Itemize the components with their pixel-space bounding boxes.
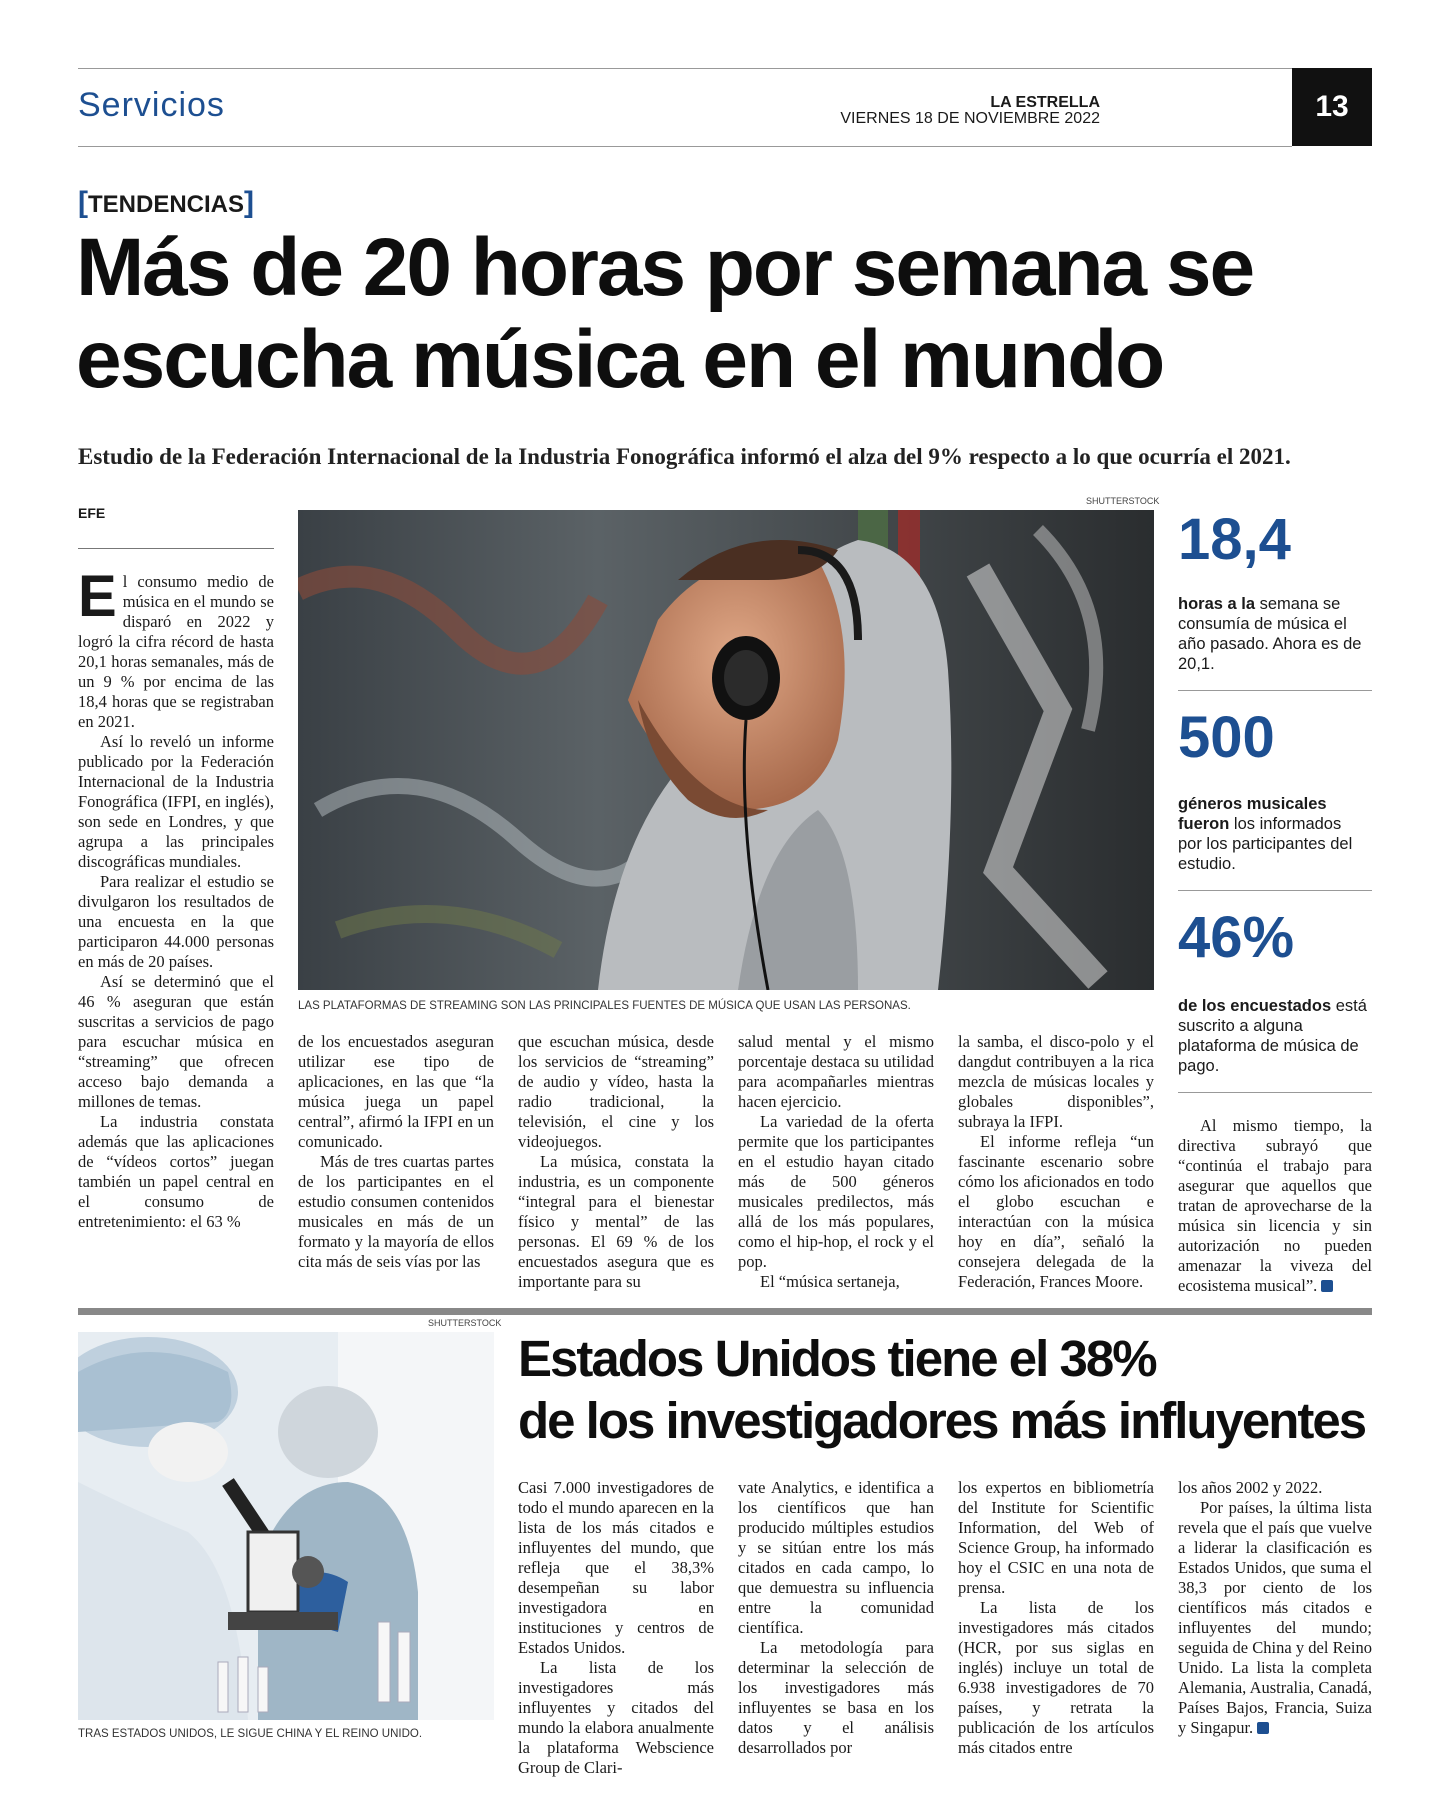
paragraph: El “música sertaneja, (760, 1272, 900, 1291)
article2-column-2 (738, 1478, 934, 1758)
paragraph: Así lo reveló un informe publicado por la Federación Internacional de la Industria Fonográfica (IFPI, en inglés), son sede en Londres, y que agrupa a las principales discográficas mundiales. (78, 732, 274, 871)
byline-rule (78, 548, 274, 549)
header-bottom-rule (78, 146, 1292, 147)
paragraph-text: Por países, la última lista revela que el país que vuelve a liderar la clasificación es Estados Unidos, que suma el 38,3 por ciento de los científicos más citados e influyentes del mundo; seguida de China y del Reino Unido. La lista la completa Alemania, Australia, Canadá, Países Bajos, Francia, Suiza y Singapur. (1178, 1498, 1372, 1737)
stat-body: los informados por los participantes del estudio. (1178, 815, 1353, 873)
paragraph (1178, 1498, 1372, 1738)
paragraph: El informe refleja “un fascinante escenario sobre cómo los aficionados en todo el globo escuchan e interactúan con la música hoy en día”, señaló la consejera delegada de la Federación, Frances Moore. (958, 1132, 1154, 1291)
paragraph: los años 2002 y 2022. (1178, 1478, 1323, 1497)
kicker-label: TENDENCIAS (88, 191, 245, 218)
paragraph: La lista de los investigadores más influyentes y citados del mundo la elabora anualmente la plataforma Webscience Group de Clari- (518, 1658, 714, 1777)
section-name: Servicios (78, 86, 225, 124)
photo-illustration-2 (78, 1332, 494, 1720)
article2-column-1 (518, 1478, 714, 1778)
paragraph: Para realizar el estudio se divulgaron los resultados de una encuesta en la que participaron 44.000 personas en más de 20 países. (78, 872, 274, 971)
stat-body: está suscrito a alguna plataforma de música de pago. (1178, 997, 1367, 1075)
paragraph: La lista de los investigadores más citados (HCR, por sus siglas en inglés) incluye un total de 6.938 investigadores de 70 países, y retrata la publicación de los artículos más citados entre (958, 1598, 1154, 1757)
paragraph: Más de tres cuartas partes de los participantes en el estudio consumen contenidos musicales en más de un formato y la mayoría de ellos cita más de seis vías por las (298, 1152, 494, 1271)
photo-illustration (298, 510, 1154, 990)
paragraph: que escuchan música, desde los servicios de “streaming” de audio y vídeo, hasta la radio tradicional, la televisión, el cine y los videojuegos. (518, 1032, 714, 1151)
kicker: [TENDENCIAS] (78, 186, 255, 219)
stat-divider (1178, 1092, 1372, 1093)
paragraph: Casi 7.000 investigadores de todo el mundo aparecen en la lista de los más citados e influyentes del mundo, que refleja que el 38,3% desempeñan su labor investigadora en instituciones y centros de Estados Unidos. (518, 1478, 714, 1657)
paragraph: salud mental y el mismo porcentaje destaca su utilidad para acompañarles mientras hacen ejercicio. (738, 1032, 934, 1111)
article-divider (78, 1308, 1372, 1315)
paragraph: La música, constata la industria, es un componente “integral para el bienestar físico y mental” de las personas. El 69 % de los encuestados asegura que es importante para su (518, 1152, 714, 1291)
stat-divider (1178, 890, 1372, 891)
main-headline (76, 222, 1376, 406)
stat-bold: géneros musicales fueron (1178, 795, 1327, 833)
issue-date: VIERNES 18 DE NOVIEMBRE 2022 (840, 110, 1100, 127)
byline: EFE (78, 505, 106, 521)
headline-line-1: Más de 20 horas por semana se (76, 222, 1254, 313)
headline2-line-2: de los investigadores más influyentes (518, 1392, 1366, 1449)
article2-column-4 (1178, 1478, 1372, 1738)
lab-researchers-photo (78, 1332, 494, 1720)
paragraph: la samba, el disco-polo y el dangdut contribuyen a la rica mezcla de músicas locales y globales disponibles”, subraya la IFPI. (958, 1032, 1154, 1131)
photo-caption-2: TRAS ESTADOS UNIDOS, LE SIGUE CHINA Y EL REINO UNIDO. (78, 1728, 423, 1740)
stat-text-3 (1178, 996, 1368, 1076)
photo-caption: LAS PLATAFORMAS DE STREAMING SON LAS PRINCIPALES FUENTES DE MÚSICA QUE USAN LAS PERSONAS. (298, 1000, 911, 1012)
paragraph: de los encuestados aseguran utilizar ese tipo de aplicaciones, en las que “la música juega un papel central”, afirmó la IFPI en un comunicado. (298, 1032, 494, 1151)
stat-text-2 (1178, 794, 1368, 874)
headline-line-2: escucha música en el mundo (76, 314, 1164, 405)
paragraph: Así se determinó que el 46 % aseguran que están suscritas a servicios de pago para escuchar música en “streaming” que ofrecen acceso bajo demanda a millones de temas. (78, 972, 274, 1111)
headline2-line-1: Estados Unidos tiene el 38% (518, 1330, 1156, 1387)
newspaper-name: LA ESTRELLA (990, 94, 1100, 111)
stat-bold: horas a la (1178, 595, 1256, 613)
stat-text-1 (1178, 594, 1368, 674)
stat-number-2: 500 (1178, 705, 1275, 770)
stat-body: semana se consumía de música el año pasado. Ahora es de 20,1. (1178, 595, 1362, 673)
end-mark-icon (1257, 1722, 1269, 1734)
secondary-headline (518, 1328, 1378, 1452)
drop-cap: E (78, 564, 117, 629)
stat-divider (1178, 690, 1372, 691)
page-number: 13 (1292, 68, 1372, 146)
end-mark-icon (1321, 1280, 1333, 1292)
headphones-listener-photo (298, 510, 1154, 990)
stat-number-3: 46% (1178, 905, 1295, 970)
article1-column-2 (298, 1032, 494, 1272)
photo-credit: SHUTTERSTOCK (1086, 496, 1160, 506)
paragraph-text: Al mismo tiempo, la directiva subrayó que “continúa el trabajo para asegurar que aquellos que tratan de aprovecharse de la música sin licencia y sin autorización no pueden amenazar la viveza del ecosistema musical”. (1178, 1116, 1372, 1295)
article1-column-5 (958, 1032, 1154, 1292)
article1-column-4 (738, 1032, 934, 1292)
top-rule (78, 68, 1292, 69)
paragraph: vate Analytics, e identifica a los científicos que han producido múltiples estudios y se sitúan entre los más citados en cada campo, lo que demuestra su influencia entre la comunidad científica. (738, 1478, 934, 1637)
article2-column-3 (958, 1478, 1154, 1758)
article1-column-6 (1178, 1116, 1372, 1296)
paragraph: l consumo medio de música en el mundo se disparó en 2022 y logró la cifra récord de hasta 20,1 horas semanales, más de un 9 % por encima de las 18,4 horas que se registraban en 2021. (78, 572, 274, 731)
paragraph: La variedad de la oferta permite que los participantes en el estudio hayan citado más de 500 géneros musicales predilectos, más allá de los más populares, como el hip-hop, el rock y el pop. (738, 1112, 934, 1271)
deck: Estudio de la Federación Internacional de la Industria Fonográfica informó el alza del 9% respecto a lo que ocurría el 2021. (78, 444, 1291, 469)
photo-credit-2: SHUTTERSTOCK (428, 1318, 502, 1328)
paragraph: La industria constata además que las aplicaciones de “vídeos cortos” juegan también un papel central en el consumo de entretenimiento: el 63 % (78, 1112, 274, 1231)
paragraph (1178, 1116, 1372, 1296)
article1-column-3 (518, 1032, 714, 1292)
paragraph: La metodología para determinar la selección de los investigadores más influyentes se basa en los datos y el análisis desarrollados por (738, 1638, 934, 1757)
article1-column-1 (78, 564, 274, 1232)
stat-bold: de los encuestados (1178, 997, 1332, 1015)
stat-number-1: 18,4 (1178, 507, 1291, 572)
paragraph: los expertos en bibliometría del Institute for Scientific Information, del Web of Science Group, ha informado hoy el CSIC en una nota de prensa. (958, 1478, 1154, 1597)
